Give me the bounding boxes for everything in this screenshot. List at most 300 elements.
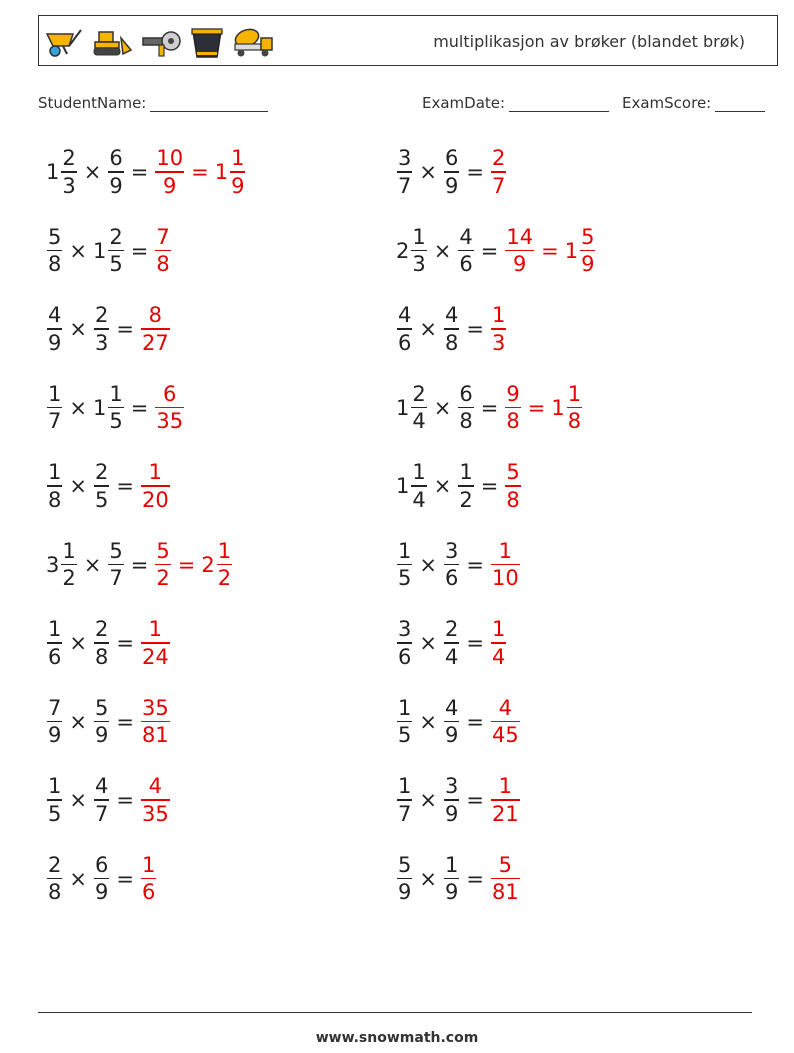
operand-b	[93, 224, 125, 278]
answer-fraction	[491, 695, 520, 749]
equals-sign: =	[116, 474, 134, 498]
fraction	[94, 459, 109, 513]
answer	[140, 695, 171, 749]
header-icons	[43, 24, 275, 60]
numerator: 1	[148, 617, 163, 642]
operand-a	[396, 773, 413, 827]
times-sign: ×	[69, 709, 87, 734]
fraction	[108, 381, 123, 435]
answer	[490, 852, 521, 906]
equals-sign: =	[480, 395, 499, 420]
problem-item	[396, 535, 521, 595]
problem-item	[396, 849, 521, 909]
fraction	[47, 616, 62, 670]
exam-date-label: ExamDate:	[422, 94, 506, 112]
numerator: 6	[109, 146, 123, 171]
fraction	[47, 852, 62, 906]
fraction	[444, 538, 459, 592]
denominator: 9	[513, 252, 527, 277]
answer	[490, 616, 507, 670]
fraction	[444, 616, 459, 670]
numerator: 1	[48, 774, 62, 799]
denominator: 6	[444, 566, 459, 591]
numerator: 2	[94, 617, 109, 642]
answer	[154, 224, 171, 278]
answer	[140, 459, 171, 513]
numerator: 3	[398, 617, 412, 642]
answer-equals-sign: =	[527, 395, 546, 420]
numerator: 3	[398, 146, 412, 171]
numerator: 2	[62, 146, 76, 171]
operand-b	[443, 852, 460, 906]
problem-item	[396, 613, 507, 673]
denominator: 9	[444, 173, 459, 198]
answer	[154, 381, 185, 435]
equals-sign: =	[116, 788, 134, 812]
denominator: 35	[156, 409, 184, 434]
numerator: 1	[444, 852, 459, 877]
problem-item	[46, 378, 185, 438]
wheelbarrow-icon	[43, 26, 85, 58]
numerator: 4	[148, 774, 163, 799]
fraction	[411, 381, 426, 435]
answer	[140, 302, 171, 356]
operand-b	[93, 695, 110, 749]
denominator: 3	[412, 252, 426, 277]
fraction	[47, 381, 62, 435]
answer-fraction	[491, 145, 506, 199]
denominator: 7	[398, 173, 412, 198]
times-sign: ×	[419, 866, 437, 891]
operand-a	[396, 538, 413, 592]
fraction	[230, 145, 245, 199]
operand-a	[396, 695, 413, 749]
denominator: 6	[398, 330, 412, 355]
fraction	[444, 695, 459, 749]
numerator: 6	[163, 381, 177, 406]
operand-b	[457, 381, 474, 435]
whole-number: 3	[46, 552, 60, 577]
problem-item	[396, 456, 522, 516]
operand-b	[93, 773, 110, 827]
denominator: 2	[459, 487, 473, 512]
operand-a	[396, 145, 413, 199]
times-sign: ×	[433, 474, 452, 498]
operand-a	[396, 616, 413, 670]
fraction	[567, 381, 582, 435]
answer-fraction	[505, 381, 520, 435]
whole-number: 1	[46, 160, 60, 184]
numerator: 1	[62, 538, 76, 563]
answer-mixed	[201, 538, 233, 592]
times-sign: ×	[419, 317, 437, 341]
denominator: 8	[48, 880, 62, 905]
equals-sign: =	[130, 395, 149, 420]
operand-b	[93, 459, 110, 513]
denominator: 6	[48, 644, 62, 669]
times-sign: ×	[419, 788, 437, 812]
denominator: 5	[109, 409, 123, 434]
student-name-label: StudentName:	[38, 94, 147, 112]
fraction	[397, 616, 412, 670]
equals-sign: =	[466, 160, 484, 184]
times-sign: ×	[433, 238, 452, 263]
denominator: 8	[48, 487, 62, 512]
denominator: 8	[567, 409, 582, 434]
denominator: 9	[94, 723, 109, 748]
equals-sign: =	[116, 709, 134, 734]
answer	[490, 773, 521, 827]
operand-b	[93, 852, 110, 906]
times-sign: ×	[69, 317, 87, 341]
fraction	[397, 695, 412, 749]
numerator: 1	[48, 381, 62, 406]
numerator: 6	[94, 852, 109, 877]
denominator: 9	[444, 880, 459, 905]
operand-a	[46, 302, 63, 356]
numerator: 1	[398, 538, 412, 563]
denominator: 9	[231, 173, 245, 198]
operand-b	[443, 773, 460, 827]
operand-b	[443, 616, 460, 670]
angle-grinder-icon	[141, 26, 183, 58]
student-name-field[interactable]	[38, 94, 268, 112]
whole-number: 1	[396, 474, 410, 498]
exam-score-field[interactable]	[622, 94, 765, 112]
whole-number: 1	[214, 160, 229, 184]
denominator: 8	[459, 409, 473, 434]
fraction	[397, 538, 412, 592]
denominator: 7	[491, 173, 506, 198]
fraction	[108, 145, 123, 199]
numerator: 4	[94, 774, 109, 799]
denominator: 21	[491, 801, 519, 826]
fraction	[397, 145, 412, 199]
denominator: 7	[398, 801, 412, 826]
answer-fraction	[141, 302, 170, 356]
equals-sign: =	[116, 866, 134, 891]
denominator: 3	[94, 330, 109, 355]
numerator: 4	[459, 224, 473, 249]
denominator: 27	[141, 330, 169, 355]
numerator: 2	[491, 146, 506, 171]
numerator: 5	[48, 224, 62, 249]
problem-item	[46, 299, 171, 359]
answer-fraction	[155, 224, 170, 278]
fraction	[411, 224, 426, 278]
times-sign: ×	[69, 631, 87, 655]
whole-number: 2	[396, 238, 410, 263]
times-sign: ×	[69, 238, 87, 263]
denominator: 4	[412, 487, 426, 512]
answer-fraction	[141, 616, 170, 670]
answer-mixed	[215, 145, 247, 199]
operand-a	[396, 459, 428, 513]
numerator: 1	[398, 695, 412, 720]
answer	[140, 773, 171, 827]
answer-mixed	[551, 381, 583, 435]
fraction	[444, 302, 459, 356]
numerator: 4	[444, 303, 459, 328]
denominator: 7	[94, 801, 109, 826]
operand-b	[443, 695, 460, 749]
numerator: 7	[48, 695, 62, 720]
bucket-icon	[189, 25, 225, 59]
equals-sign: =	[130, 160, 149, 184]
exam-score-line[interactable]	[715, 97, 765, 112]
fraction	[458, 224, 473, 278]
denominator: 8	[506, 487, 520, 512]
denominator: 9	[581, 252, 595, 277]
denominator: 45	[491, 723, 519, 748]
operand-a	[46, 224, 63, 278]
denominator: 5	[109, 252, 123, 277]
header-box	[38, 15, 778, 66]
operand-b	[93, 616, 110, 670]
answer	[504, 381, 583, 435]
numerator: 1	[459, 460, 473, 485]
operand-b	[457, 224, 474, 278]
numerator: 4	[398, 303, 412, 328]
denominator: 10	[491, 566, 519, 591]
equals-sign: =	[466, 709, 484, 734]
answer-fraction	[491, 616, 506, 670]
answer	[154, 145, 246, 199]
fraction	[397, 852, 412, 906]
operand-b	[443, 145, 460, 199]
numerator: 8	[148, 303, 163, 328]
denominator: 9	[444, 723, 459, 748]
numerator: 5	[581, 224, 595, 249]
denominator: 2	[217, 566, 232, 591]
fraction	[458, 381, 473, 435]
equals-sign: =	[116, 631, 134, 655]
numerator: 1	[217, 538, 232, 563]
numerator: 4	[444, 695, 459, 720]
operand-a	[46, 145, 78, 199]
times-sign: ×	[433, 395, 452, 420]
numerator: 1	[491, 303, 506, 328]
numerator: 4	[48, 303, 62, 328]
denominator: 3	[491, 330, 506, 355]
exam-date-field[interactable]	[422, 94, 609, 112]
answer	[490, 695, 521, 749]
fraction	[397, 302, 412, 356]
denominator: 2	[156, 566, 170, 591]
times-sign: ×	[419, 552, 437, 577]
worksheet-title: multiplikasjon av brøker (blandet brøk)	[433, 32, 745, 51]
answer	[154, 538, 233, 592]
whole-number: 1	[92, 395, 107, 420]
denominator: 9	[163, 173, 177, 198]
equals-sign: =	[466, 788, 484, 812]
answer-fraction	[491, 852, 520, 906]
numerator: 9	[506, 381, 520, 406]
times-sign: ×	[83, 160, 102, 184]
numerator: 1	[48, 460, 62, 485]
equals-sign: =	[480, 238, 499, 263]
fraction	[47, 695, 62, 749]
problem-item	[46, 142, 246, 202]
problem-item	[46, 770, 171, 830]
numerator: 2	[109, 224, 123, 249]
denominator: 81	[491, 880, 519, 905]
numerator: 2	[444, 617, 459, 642]
numerator: 2	[94, 460, 109, 485]
fraction	[444, 145, 459, 199]
fraction	[94, 616, 109, 670]
operand-a	[46, 852, 63, 906]
answer-fraction	[491, 302, 506, 356]
fraction	[411, 459, 426, 513]
answer-equals-sign: =	[191, 160, 209, 184]
operand-b	[107, 538, 124, 592]
numerator: 5	[156, 538, 170, 563]
numerator: 5	[109, 538, 123, 563]
problem-item	[46, 849, 157, 909]
fraction	[47, 302, 62, 356]
equals-sign: =	[466, 631, 484, 655]
denominator: 8	[506, 409, 520, 434]
fraction	[444, 852, 459, 906]
answer-fraction	[491, 773, 520, 827]
denominator: 5	[398, 566, 412, 591]
fraction	[108, 224, 123, 278]
cement-mixer-truck-icon	[231, 26, 275, 58]
times-sign: ×	[69, 788, 87, 812]
bulldozer-icon	[91, 26, 135, 58]
operand-b	[93, 381, 125, 435]
answer	[490, 145, 507, 199]
numerator: 1	[148, 460, 163, 485]
operand-b	[107, 145, 124, 199]
answer	[504, 224, 596, 278]
answer-fraction	[505, 224, 534, 278]
info-row	[38, 94, 770, 114]
denominator: 81	[141, 723, 169, 748]
answer-fraction	[491, 538, 520, 592]
denominator: 4	[412, 409, 426, 434]
numerator: 1	[412, 460, 426, 485]
times-sign: ×	[69, 474, 87, 498]
equals-sign: =	[480, 474, 499, 498]
numerator: 10	[156, 146, 184, 171]
denominator: 8	[94, 644, 109, 669]
numerator: 1	[567, 381, 582, 406]
operand-a	[396, 302, 413, 356]
exam-date-line[interactable]	[509, 97, 609, 112]
answer	[490, 538, 521, 592]
numerator: 1	[491, 617, 506, 642]
times-sign: ×	[69, 395, 87, 420]
denominator: 5	[48, 801, 62, 826]
numerator: 14	[506, 224, 534, 249]
numerator: 5	[506, 460, 520, 485]
denominator: 9	[444, 801, 459, 826]
fraction	[47, 224, 62, 278]
fraction	[94, 852, 109, 906]
problem-item	[46, 221, 172, 281]
denominator: 5	[398, 723, 412, 748]
denominator: 6	[141, 880, 156, 905]
numerator: 3	[444, 774, 459, 799]
denominator: 9	[48, 723, 62, 748]
answer	[140, 852, 157, 906]
problem-item	[396, 221, 596, 281]
denominator: 9	[48, 330, 62, 355]
answer-equals-sign: =	[541, 238, 559, 263]
denominator: 9	[398, 880, 412, 905]
denominator: 6	[398, 644, 412, 669]
answer-fraction	[505, 459, 520, 513]
numerator: 3	[444, 538, 459, 563]
problem-item	[46, 613, 171, 673]
denominator: 5	[94, 487, 109, 512]
whole-number: 2	[201, 552, 215, 577]
denominator: 8	[156, 252, 170, 277]
answer	[140, 616, 171, 670]
fraction	[61, 145, 76, 199]
equals-sign: =	[130, 238, 149, 263]
numerator: 7	[156, 224, 170, 249]
denominator: 2	[62, 566, 76, 591]
fraction	[444, 773, 459, 827]
denominator: 4	[491, 644, 506, 669]
denominator: 20	[141, 487, 169, 512]
numerator: 2	[94, 303, 109, 328]
times-sign: ×	[419, 709, 437, 734]
equals-sign: =	[466, 866, 484, 891]
footer-divider	[38, 1012, 752, 1013]
numerator: 5	[398, 852, 412, 877]
numerator: 4	[498, 695, 513, 720]
operand-b	[457, 459, 474, 513]
problem-item	[396, 378, 583, 438]
denominator: 35	[141, 801, 169, 826]
denominator: 6	[459, 252, 473, 277]
fraction	[580, 224, 595, 278]
fraction	[94, 695, 109, 749]
numerator: 1	[498, 774, 513, 799]
whole-number: 1	[92, 238, 107, 263]
denominator: 9	[94, 880, 109, 905]
fraction	[108, 538, 123, 592]
denominator: 8	[444, 330, 459, 355]
numerator: 5	[498, 852, 513, 877]
student-name-line[interactable]	[150, 97, 268, 112]
fraction	[94, 773, 109, 827]
times-sign: ×	[419, 631, 437, 655]
times-sign: ×	[69, 866, 87, 891]
numerator: 1	[412, 224, 426, 249]
problem-item	[46, 456, 171, 516]
operand-a	[396, 224, 428, 278]
denominator: 9	[109, 173, 123, 198]
problem-item	[396, 299, 507, 359]
equals-sign: =	[116, 317, 134, 341]
numerator: 1	[141, 852, 156, 877]
answer-mixed	[565, 224, 597, 278]
numerator: 5	[94, 695, 109, 720]
footer-url[interactable]: www.snowmath.com	[315, 1030, 479, 1046]
numerator: 1	[109, 381, 123, 406]
exam-score-label: ExamScore:	[622, 94, 712, 112]
times-sign: ×	[419, 160, 437, 184]
answer-fraction	[155, 145, 184, 199]
denominator: 7	[48, 409, 62, 434]
whole-number: 1	[564, 238, 579, 263]
numerator: 1	[498, 538, 513, 563]
